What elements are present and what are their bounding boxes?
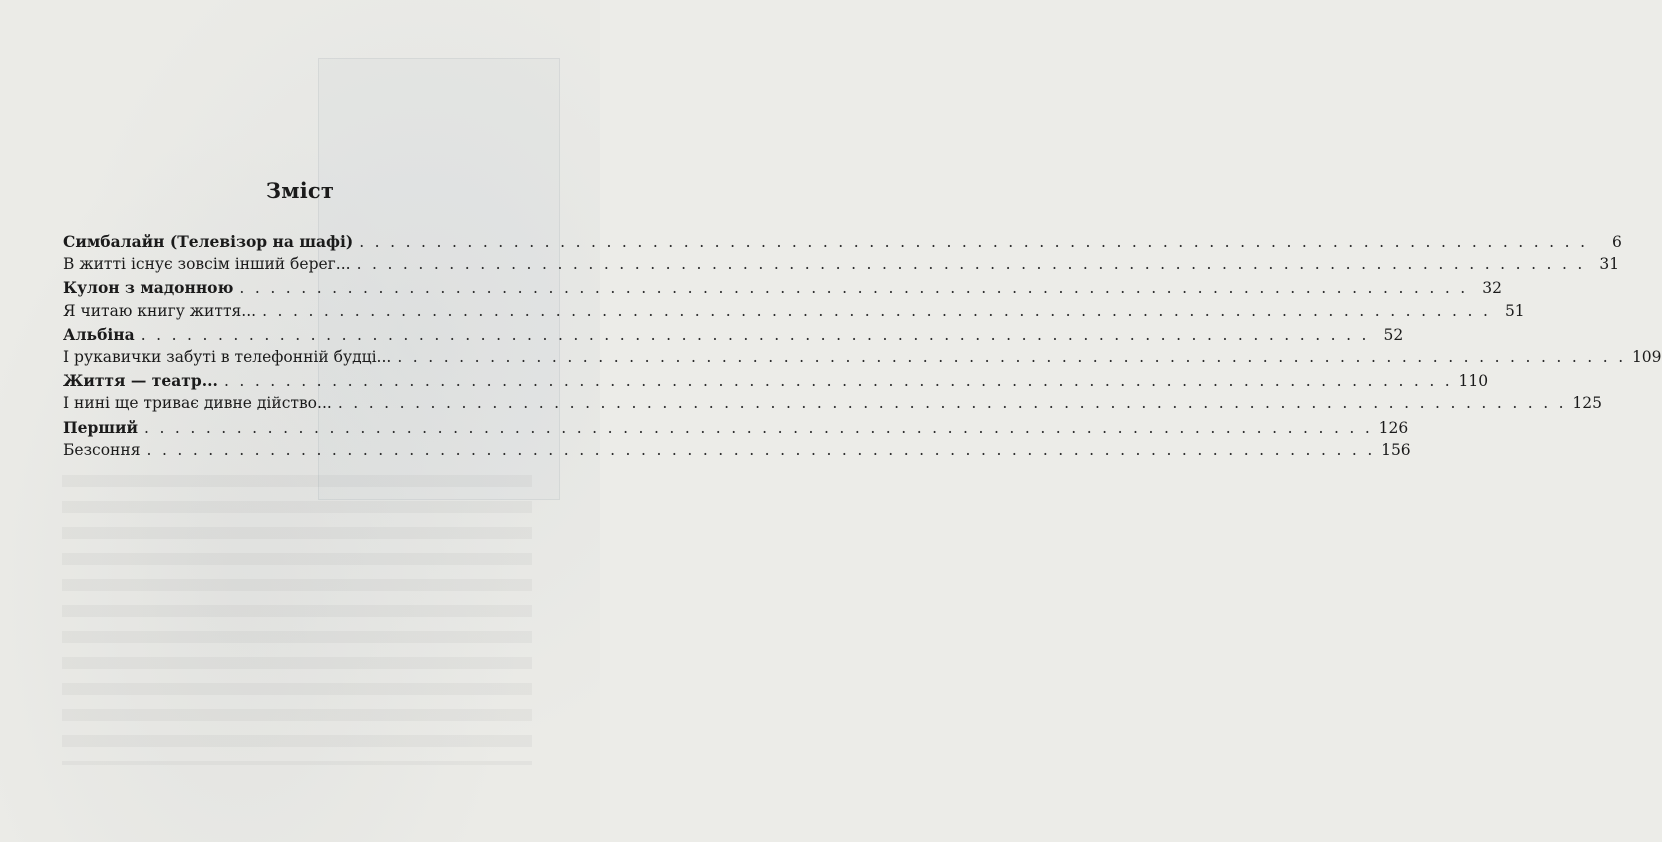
toc-entry-title: Кулон з мадонною — [63, 278, 234, 298]
toc-entry — [63, 394, 1602, 417]
toc-entry-page-number: 125 — [1572, 394, 1602, 413]
toc-entry — [63, 371, 1489, 394]
toc-entry-page-number: 156 — [1381, 440, 1411, 459]
toc-entry-title: Я читаю книгу життя... — [63, 301, 257, 320]
dot-leader: . . . . . . . . . . . . . . . . . . . . . . . . . . . . . . . . . . . . . . . . . . . . . . . . . . . . . . . . . . . . . . . . . . . . . . . . . . . . . . . . — [359, 233, 1588, 251]
show-through-text — [62, 475, 532, 765]
toc-entry-page-number: 32 — [1482, 279, 1503, 298]
toc-entry-title: Життя — театр... — [63, 371, 218, 391]
table-of-contents — [63, 232, 1662, 464]
toc-entry-title: І нині ще триває дивне дійство... — [63, 394, 332, 413]
toc-entry — [63, 324, 1404, 348]
dot-leader: . . . . . . . . . . . . . . . . . . . . . . . . . . . . . . . . . . . . . . . . . . . . . . . . . . . . . . . . . . . . . . . . . . . . . . . . . . . . . . . . — [356, 255, 1586, 274]
toc-entry-page-number: 109 — [1631, 347, 1662, 366]
page-title: Зміст — [265, 178, 335, 203]
toc-entry — [63, 255, 1620, 278]
toc-entry-page-number: 31 — [1599, 255, 1620, 274]
dot-leader: . . . . . . . . . . . . . . . . . . . . . . . . . . . . . . . . . . . . . . . . . . . . . . . . . . . . . . . . . . . . . . . . . . . . . . . . . . . . . . . . — [140, 325, 1370, 344]
dot-leader: . . . . . . . . . . . . . . . . . . . . . . . . . . . . . . . . . . . . . . . . . . . . . . . . . . . . . . . . . . . . . . . . . . . . . . . . . . . . . . . . — [397, 347, 1626, 366]
toc-entry — [63, 232, 1622, 255]
toc-entry-title: В житті існує зовсім інший берег... — [63, 255, 351, 274]
toc-entry-page-number: 110 — [1458, 372, 1489, 391]
toc-entry — [63, 278, 1503, 301]
toc-entry-title: І рукавички забуті в телефонній будці... — [63, 347, 392, 366]
dot-leader: . . . . . . . . . . . . . . . . . . . . . . . . . . . . . . . . . . . . . . . . . . . . . . . . . . . . . . . . . . . . . . . . . . . . . . . . . . . . . . . . — [239, 279, 1469, 298]
toc-entry-title: Симбалайн (Телевізор на шафі) — [63, 232, 354, 251]
toc-entry-page-number: 52 — [1383, 325, 1404, 344]
dot-leader: . . . . . . . . . . . . . . . . . . . . . . . . . . . . . . . . . . . . . . . . . . . . . . . . . . . . . . . . . . . . . . . . . . . . . . . . . . . . . . . . — [146, 440, 1376, 459]
toc-entry — [63, 347, 1662, 371]
toc-entry-title: Альбіна — [63, 324, 135, 344]
toc-entry-title: Безсоння — [63, 440, 141, 459]
dot-leader: . . . . . . . . . . . . . . . . . . . . . . . . . . . . . . . . . . . . . . . . . . . . . . . . . . . . . . . . . . . . . . . . . . . . . . . . . . . . . . . . — [262, 301, 1491, 320]
toc-entry-page-number: 6 — [1611, 233, 1622, 251]
dot-leader: . . . . . . . . . . . . . . . . . . . . . . . . . . . . . . . . . . . . . . . . . . . . . . . . . . . . . . . . . . . . . . . . . . . . . . . . . . . . . . . . — [223, 372, 1453, 391]
toc-entry — [63, 301, 1525, 325]
dot-leader: . . . . . . . . . . . . . . . . . . . . . . . . . . . . . . . . . . . . . . . . . . . . . . . . . . . . . . . . . . . . . . . . . . . . . . . . . . . . . . . . — [144, 418, 1373, 437]
toc-entry — [63, 440, 1411, 464]
toc-entry — [63, 417, 1409, 441]
toc-entry-title: Перший — [63, 417, 138, 437]
toc-entry-page-number: 126 — [1378, 418, 1409, 437]
dot-leader: . . . . . . . . . . . . . . . . . . . . . . . . . . . . . . . . . . . . . . . . . . . . . . . . . . . . . . . . . . . . . . . . . . . . . . . . . . . . . . . . — [337, 394, 1567, 413]
toc-entry-page-number: 51 — [1504, 301, 1525, 320]
